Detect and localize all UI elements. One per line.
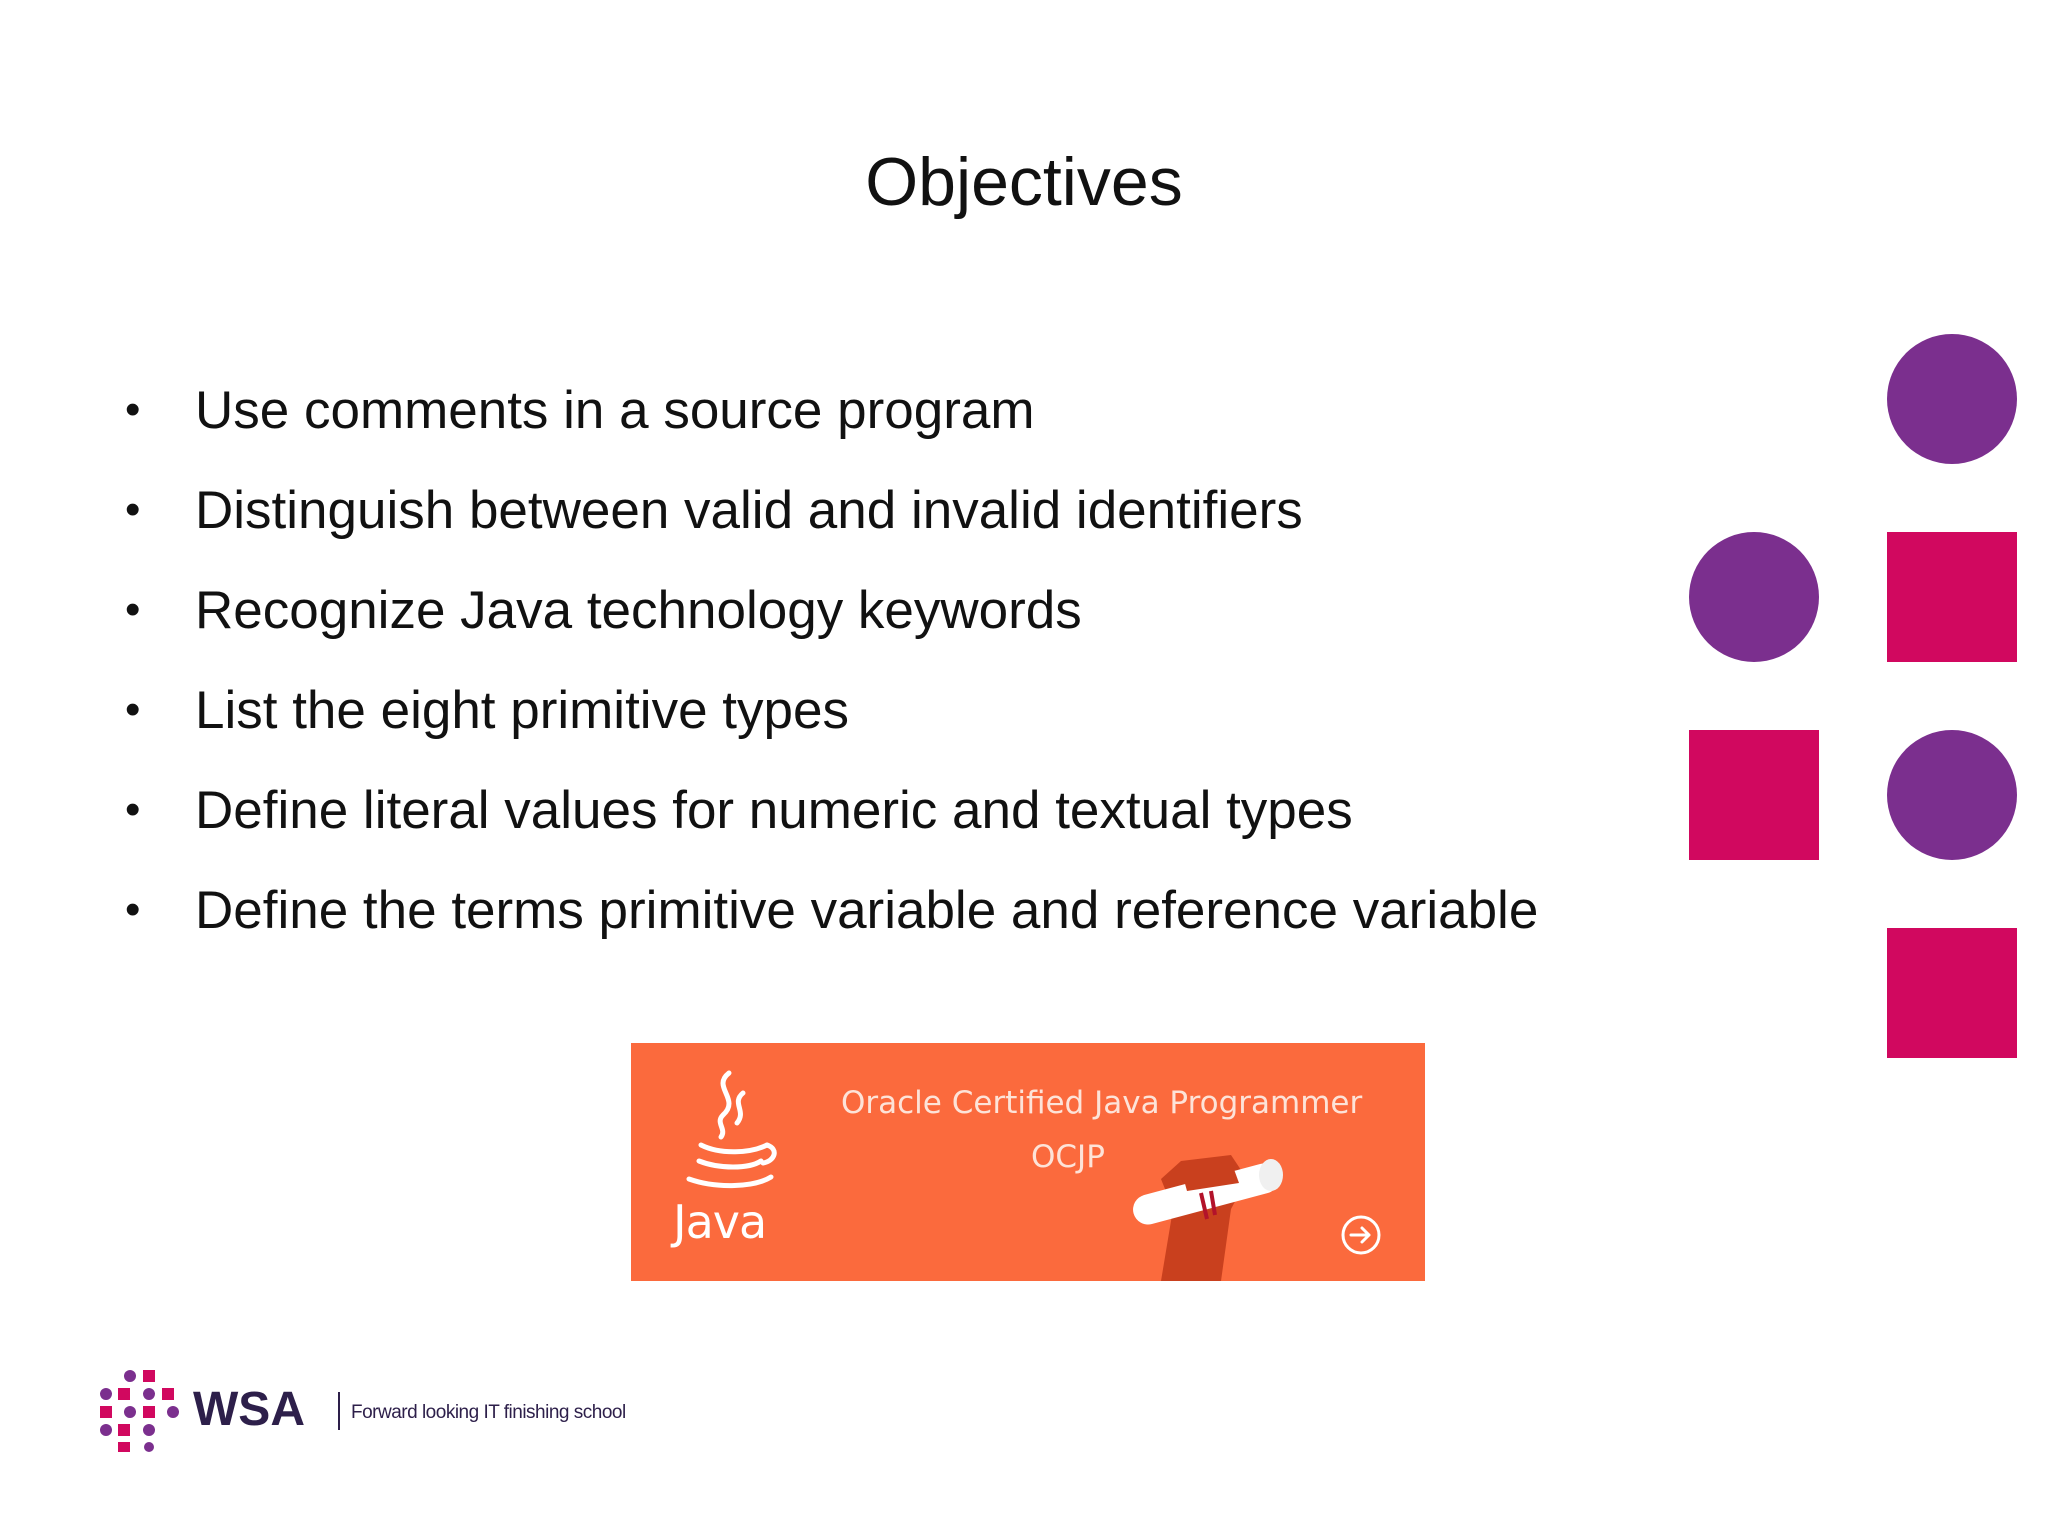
list-item xyxy=(120,460,1538,560)
bullet: • xyxy=(125,585,141,634)
list-item xyxy=(120,360,1538,460)
objective-text: Define the terms primitive variable and reference variable xyxy=(195,880,1539,940)
logo-divider xyxy=(338,1392,340,1430)
bullet: • xyxy=(125,685,141,734)
decorative-square xyxy=(1689,730,1819,860)
wsa-logo xyxy=(193,1383,333,1433)
bullet: • xyxy=(125,885,141,934)
decorative-circle xyxy=(1887,334,2017,464)
ocjp-banner[interactable] xyxy=(631,1043,1425,1281)
banner-subheading: OCJP xyxy=(1031,1139,1105,1175)
decorative-square xyxy=(1887,928,2017,1058)
bullet: • xyxy=(125,385,141,434)
objective-text: Define literal values for numeric and textual types xyxy=(195,780,1353,840)
objective-text: Use comments in a source program xyxy=(195,380,1035,440)
decorative-circle xyxy=(1887,730,2017,860)
bullet: • xyxy=(125,785,141,834)
objective-text: List the eight primitive types xyxy=(195,680,849,740)
banner-java-label: Java xyxy=(673,1195,767,1249)
objective-text: Recognize Java technology keywords xyxy=(195,580,1082,640)
banner-heading: Oracle Certified Java Programmer xyxy=(841,1085,1363,1121)
java-cup-icon xyxy=(671,1065,781,1195)
raised-fist-diploma-icon xyxy=(1121,1139,1301,1281)
arrow-right-circle-icon[interactable] xyxy=(1339,1213,1383,1257)
decorative-square xyxy=(1887,532,2017,662)
logo-text: WSA xyxy=(193,1383,305,1433)
bullet: • xyxy=(125,485,141,534)
list-item xyxy=(120,760,1538,860)
logo-tagline: Forward looking IT finishing school xyxy=(351,1402,626,1423)
list-item xyxy=(120,660,1538,760)
list-item xyxy=(120,560,1538,660)
decorative-circle xyxy=(1689,532,1819,662)
objective-text: Distinguish between valid and invalid identifiers xyxy=(195,480,1303,540)
slide-title: Objectives xyxy=(865,144,1183,220)
list-item xyxy=(120,860,1538,960)
wsa-logo-dots-icon xyxy=(100,1370,182,1452)
objectives-list xyxy=(120,360,1538,960)
